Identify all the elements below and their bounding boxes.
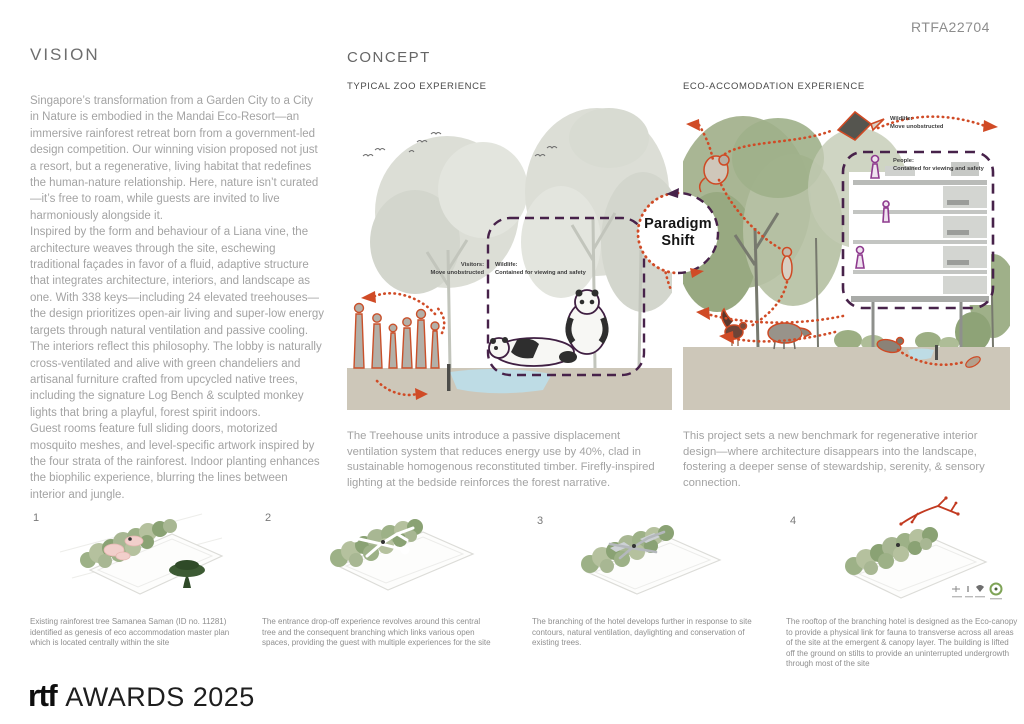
diagram-3-number: 3 <box>537 515 544 527</box>
diagram-1-number: 1 <box>33 512 40 524</box>
people-desc: Contained for viewing and safety <box>893 166 984 172</box>
diagram-3-caption: The branching of the hotel develops further in response to site contours, natural ventilation, daylighting and conservation of existing trees. <box>532 617 752 648</box>
awards-footer <box>28 678 255 714</box>
typical-zoo-illustration <box>347 100 672 410</box>
zoo-panel-caption: The Treehouse units introduce a passive displacement ventilation system that reduces energy use by 40%, clad in sustainable homogenous reconstituted timber. Firefly-inspired lighting at the bedside reinforces the forest narrative. <box>347 430 655 489</box>
vision-paragraph: Singapore’s transformation from a Garden City to a City in Nature is embodied in the Mandai Eco-Resort—an immersive rainforest retreat born from a government-led design competition. Our winning vision proposed not just a resort, but a regenerative, living habitat that redefines the human-nature relationship. Here, nature isn’t curated—it’s free to roam, while guests are invited to live harmoniously alongside it. <box>30 95 319 222</box>
wildlife-label: Wildlife: <box>890 116 913 122</box>
diagram-3-hotel-branching <box>552 512 737 607</box>
vision-title: VISION <box>30 45 100 64</box>
tree-marker <box>128 537 132 541</box>
eco-panel-caption: This project sets a new benchmark for regenerative interior design—where architecture disappears into the landscape, fostering a deeper sense of stewardship, serenity, & sensory connection. <box>683 430 985 489</box>
diagram-4-eco-canopy <box>806 494 1011 614</box>
tree-marker <box>896 543 900 547</box>
diagram-4-caption: The rooftop of the branching hotel is designed as the Eco-canopy to provide a physical link for fauna to transverse across all areas of the site at the emergent & canopy layer. The building is lifted off the ground on stilts to provide an uninterrupted undergrowth through most of the site <box>786 617 1018 669</box>
people-label: People: <box>893 158 914 164</box>
awards-title: AWARDS 2025 <box>65 682 255 712</box>
zoo-panel-subtitle: TYPICAL ZOO EXPERIENCE <box>347 81 487 92</box>
forest-gray <box>370 108 672 312</box>
diagram-1-caption: Existing rainforest tree Samanea Saman (ID no. 11281) identified as genesis of eco accommodation master plan which is located centrally within the site <box>30 617 230 648</box>
tree-marker <box>381 540 385 544</box>
vision-paragraph: Inspired by the form and behaviour of a Liana vine, the architecture weaves through the site, eschewing traditional façades in favor of a fluid, adaptive structure that integrates architecture, interiors, and landscape as one. With 338 keys—including 24 elevated treehouses—the design prioritizes open-air living and super-low energy targets through natural ventilation and passive cooling. <box>30 226 325 337</box>
wildlife-desc: Move unobstructed <box>890 124 944 130</box>
pandas <box>489 290 607 367</box>
pond-wall <box>447 364 451 391</box>
diagram-2-branching-paths <box>293 508 493 603</box>
paradigm-shift-text: Paradigm Shift <box>644 216 712 249</box>
boar-icon <box>768 323 811 349</box>
rtf-logo: rtf <box>28 678 57 713</box>
concept-title: CONCEPT <box>347 49 431 66</box>
open-space <box>401 546 410 555</box>
diagram-2-caption: The entrance drop-off experience revolves around this central tree and the consequent branching which links various open spaces, providing the guest with multiple experiences for the site <box>262 617 491 648</box>
paradigm-shift-badge <box>632 187 724 279</box>
vision-paragraph: The interiors reflect this philosophy. The lobby is naturally cross-ventilated and alive with green chandeliers and artisanal furniture crafted from upcycled native trees, including the signature Log Bench & sculpted monkey lights that bring a playful, forest spirit indoors. <box>30 341 322 419</box>
visitors-label: Visitors: <box>460 262 484 268</box>
vision-body <box>30 93 325 503</box>
wildlife-desc: Contained for viewing and safety <box>495 270 586 276</box>
wildlife-label: Wildlife: <box>495 262 518 268</box>
visitors-group <box>354 304 439 369</box>
hanging-animal-icon <box>782 248 792 281</box>
vision-paragraph: Guest rooms feature full sliding doors, motorized mosquito meshes, and level-specific artwork inspired by the four strata of the rainforest. Indoor planting enhances the biophilic experience, blurring the lines between interior and jungle. <box>30 423 320 501</box>
visitors-desc: Move unobstructed <box>430 270 484 276</box>
diagram-2-number: 2 <box>265 512 272 524</box>
eco-accommodation-illustration <box>683 100 1010 410</box>
legend-icons <box>952 584 1002 600</box>
tree-marker <box>632 544 636 548</box>
red-canopy-branch <box>901 498 958 524</box>
diagram-1-existing-tree <box>52 508 242 608</box>
pond <box>450 369 552 393</box>
ground <box>683 347 1010 410</box>
eco-panel-subtitle: ECO-ACCOMODATION EXPERIENCE <box>683 81 865 92</box>
diagram-4-number: 4 <box>790 515 797 527</box>
stream-wall <box>935 345 938 360</box>
open-space <box>351 534 360 543</box>
entry-id-badge: RTFA22704 <box>911 19 990 35</box>
